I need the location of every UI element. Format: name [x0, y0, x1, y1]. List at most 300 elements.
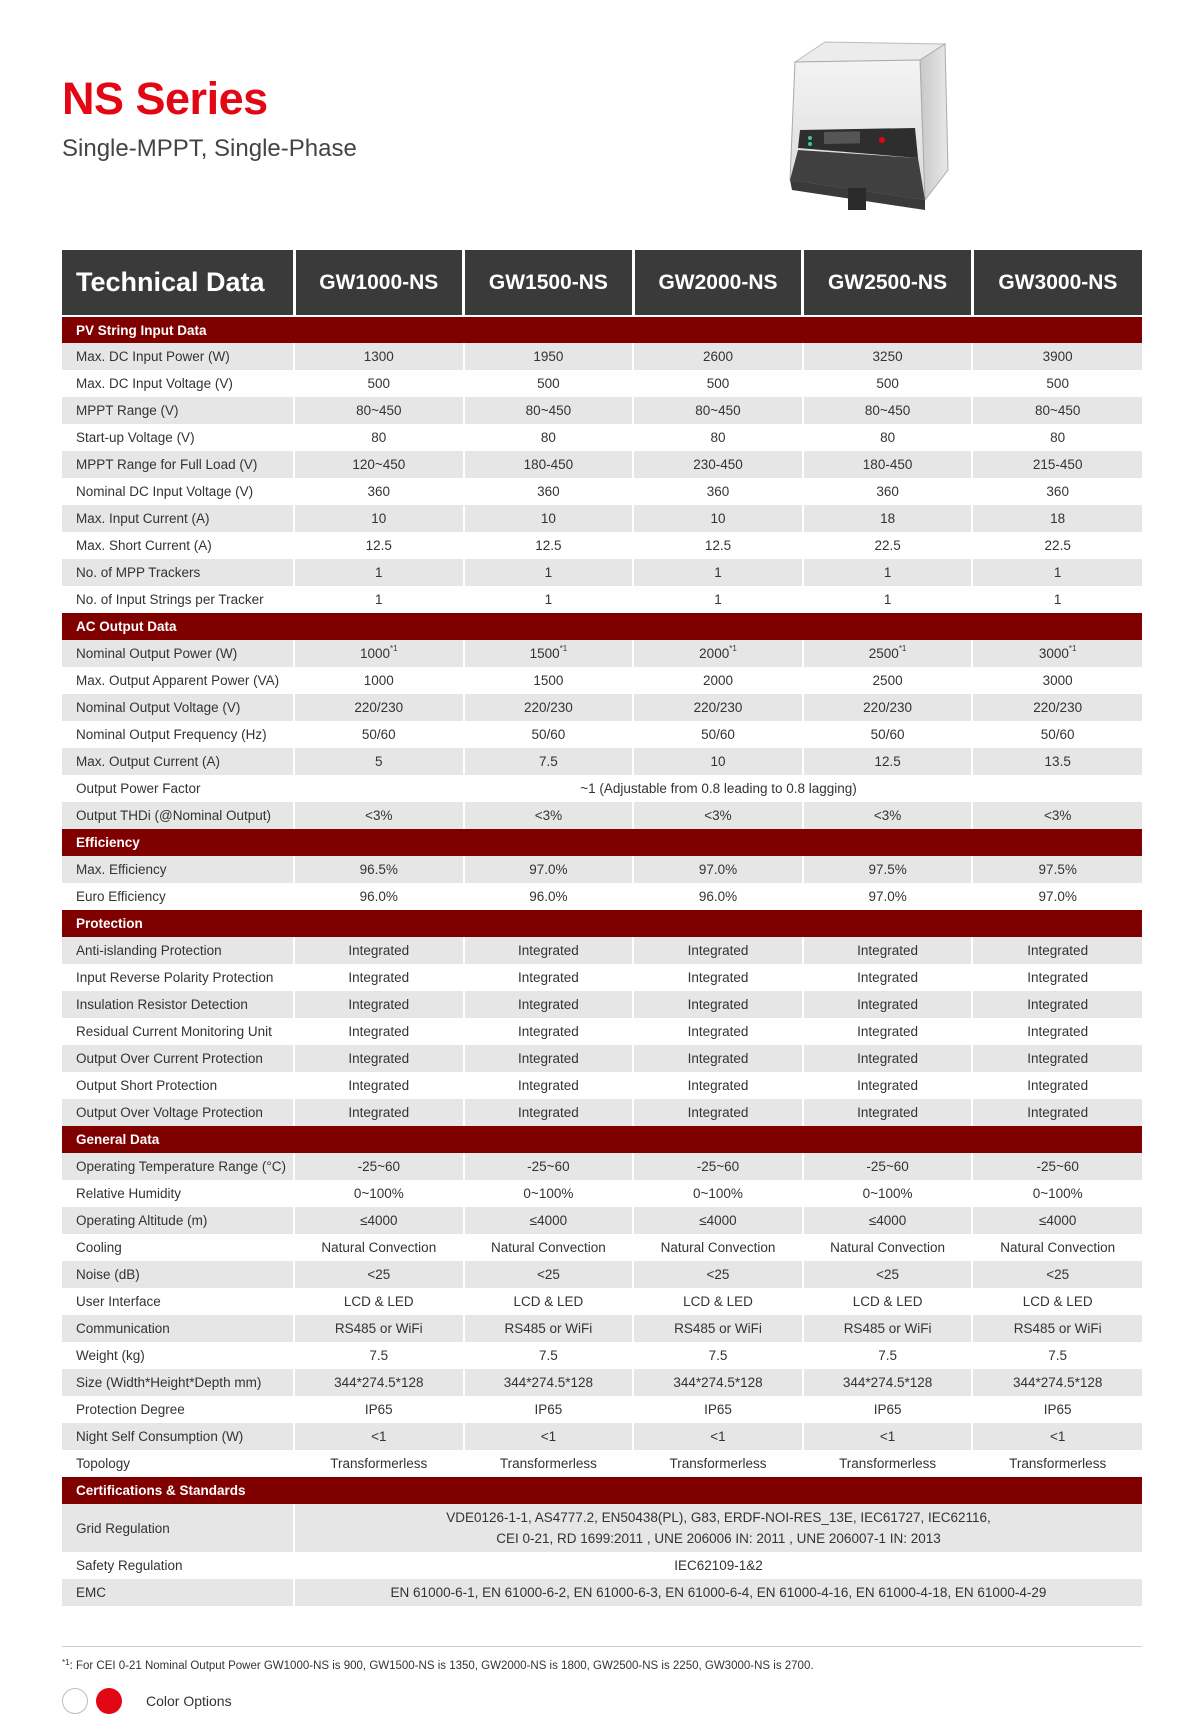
value-cell — [633, 1288, 803, 1315]
value-cell — [633, 1315, 803, 1342]
row-label: Protection Degree — [62, 1396, 294, 1423]
table-row — [62, 991, 1142, 1018]
table-row — [62, 1207, 1142, 1234]
value-cell — [633, 478, 803, 505]
table-row — [62, 586, 1142, 613]
value-text: <3% — [365, 808, 393, 823]
technical-data-table — [62, 250, 1142, 1606]
value-cell — [972, 667, 1142, 694]
value-cell — [972, 505, 1142, 532]
value-cell — [294, 667, 464, 694]
merged-value-text: VDE0126-1-1, AS4777.2, EN50438(PL), G83, ERDF-NOI-RES_13E, IEC61727, IEC62116, — [446, 1510, 991, 1525]
value-text: Integrated — [517, 997, 579, 1012]
value-cell — [464, 397, 634, 424]
table-row — [62, 397, 1142, 424]
value-cell — [294, 1207, 464, 1234]
row-label: Safety Regulation — [62, 1552, 294, 1579]
value-cell — [294, 424, 464, 451]
inverter-product-image — [770, 30, 970, 230]
value-text: <1 — [710, 1429, 726, 1444]
value-text: Transformerless — [330, 1456, 428, 1471]
value-text: 80 — [1050, 430, 1066, 445]
table-row — [62, 1552, 1142, 1579]
value-text: Integrated — [857, 1105, 918, 1120]
value-text: 360 — [367, 484, 391, 499]
value-text: 1500 — [533, 673, 564, 688]
value-text: 12.5 — [704, 538, 732, 553]
value-text: 80 — [540, 430, 556, 445]
section-title: PV String Input Data — [62, 316, 1142, 343]
table-row — [62, 1261, 1142, 1288]
value-cell — [464, 991, 634, 1018]
value-text: 230-450 — [693, 457, 743, 472]
row-label: Relative Humidity — [62, 1180, 294, 1207]
section-header — [62, 829, 1142, 856]
value-text: Integrated — [1027, 1051, 1089, 1066]
value-text: Natural Convection — [1000, 1240, 1116, 1255]
value-text: Integrated — [687, 970, 749, 985]
value-cell — [803, 370, 973, 397]
value-cell — [464, 1342, 634, 1369]
value-text: <1 — [879, 1429, 896, 1444]
value-cell — [294, 748, 464, 775]
section-title: AC Output Data — [62, 613, 1142, 640]
table-row — [62, 721, 1142, 748]
model-header: GW1500-NS — [464, 250, 634, 316]
value-cell — [294, 802, 464, 829]
value-text: 97.5% — [868, 862, 907, 877]
value-cell — [803, 451, 973, 478]
value-text: 500 — [706, 376, 730, 391]
value-text: Integrated — [857, 970, 918, 985]
value-text: 500 — [876, 376, 899, 391]
table-row — [62, 640, 1142, 667]
value-cell — [464, 964, 634, 991]
row-label: Cooling — [62, 1234, 294, 1261]
table-row — [62, 1315, 1142, 1342]
value-cell — [972, 1450, 1142, 1477]
value-cell — [633, 883, 803, 910]
value-cell — [803, 586, 973, 613]
table-row — [62, 1288, 1142, 1315]
value-text: <1 — [1049, 1429, 1066, 1444]
value-text: 500 — [367, 376, 391, 391]
value-text: Integrated — [1027, 1078, 1089, 1093]
value-text: <1 — [371, 1429, 387, 1444]
value-cell — [294, 991, 464, 1018]
section-header — [62, 1477, 1142, 1504]
value-cell — [294, 1261, 464, 1288]
value-text: Integrated — [348, 1105, 410, 1120]
row-label: Output THDi (@Nominal Output) — [62, 802, 294, 829]
value-text: 1 — [544, 592, 553, 607]
value-cell — [972, 1423, 1142, 1450]
value-text: 500 — [1046, 376, 1069, 391]
value-text: Natural Convection — [321, 1240, 437, 1255]
table-header-row — [62, 250, 1142, 316]
value-cell — [294, 1072, 464, 1099]
value-text: 344*274.5*128 — [842, 1375, 933, 1390]
row-label: EMC — [62, 1579, 294, 1606]
value-text: 80~450 — [525, 403, 572, 418]
value-text: 180-450 — [523, 457, 574, 472]
value-cell — [294, 1396, 464, 1423]
value-text: RS485 or WiFi — [504, 1321, 593, 1336]
value-cell — [294, 1288, 464, 1315]
value-cell — [294, 1450, 464, 1477]
value-text: 1000 — [359, 646, 391, 661]
value-cell — [803, 667, 973, 694]
value-text: Transformerless — [1009, 1456, 1107, 1471]
value-text: 80~450 — [864, 403, 911, 418]
value-text: Integrated — [687, 1051, 749, 1066]
value-text: 50/60 — [1040, 727, 1075, 742]
value-text: 1 — [375, 565, 383, 580]
value-text: IP65 — [873, 1402, 902, 1417]
value-cell — [633, 586, 803, 613]
value-text: RS485 or WiFi — [334, 1321, 423, 1336]
footer-divider — [62, 1646, 1142, 1647]
row-label: Communication — [62, 1315, 294, 1342]
value-text: 13.5 — [1044, 754, 1071, 769]
value-text: 344*274.5*128 — [334, 1375, 424, 1390]
merged-value-text: ~1 (Adjustable from 0.8 leading to 0.8 lagging) — [580, 781, 857, 796]
value-cell — [972, 343, 1142, 370]
value-cell — [972, 1315, 1142, 1342]
row-label: Noise (dB) — [62, 1261, 294, 1288]
value-text: Transformerless — [839, 1456, 937, 1471]
value-cell — [803, 532, 973, 559]
value-cell — [633, 1072, 803, 1099]
value-text: 80~450 — [695, 403, 741, 418]
value-text: 215-450 — [1032, 457, 1083, 472]
row-label: MPPT Range (V) — [62, 397, 294, 424]
value-cell — [633, 667, 803, 694]
value-cell — [464, 1072, 634, 1099]
row-label: Max. Efficiency — [62, 856, 294, 883]
value-cell — [972, 370, 1142, 397]
value-text: 12.5 — [874, 754, 901, 769]
model-header: GW2500-NS — [803, 250, 973, 316]
value-cell — [294, 586, 464, 613]
table-row — [62, 694, 1142, 721]
value-cell — [972, 1180, 1142, 1207]
value-text: 12.5 — [365, 538, 392, 553]
value-text: 96.5% — [359, 862, 398, 877]
section-title: Protection — [62, 910, 1142, 937]
footnote-mark: *1 — [559, 644, 568, 653]
row-label: Nominal DC Input Voltage (V) — [62, 478, 294, 505]
value-text: 220/230 — [354, 700, 404, 715]
table-row — [62, 424, 1142, 451]
value-cell — [633, 640, 803, 667]
table-row — [62, 478, 1142, 505]
value-text: -25~60 — [696, 1159, 740, 1174]
value-text: 500 — [537, 376, 560, 391]
section-title: Certifications & Standards — [62, 1477, 1142, 1504]
value-text: <25 — [876, 1267, 900, 1282]
value-cell — [464, 883, 634, 910]
value-text: Integrated — [857, 943, 918, 958]
value-cell — [803, 1153, 973, 1180]
row-label: Output Short Protection — [62, 1072, 294, 1099]
value-cell — [633, 1450, 803, 1477]
color-swatch-red — [96, 1688, 122, 1714]
value-cell — [803, 1207, 973, 1234]
value-text: 220/230 — [523, 700, 573, 715]
value-text: <3% — [873, 808, 902, 823]
merged-value-cell — [294, 1552, 1142, 1579]
value-cell — [803, 883, 973, 910]
value-cell — [294, 1342, 464, 1369]
color-options-label: Color Options — [146, 1693, 232, 1709]
value-text: 0~100% — [862, 1186, 913, 1201]
value-cell — [972, 748, 1142, 775]
value-text: 10 — [710, 511, 726, 526]
value-cell — [972, 424, 1142, 451]
value-text: Integrated — [348, 997, 410, 1012]
value-cell — [633, 694, 803, 721]
row-label: No. of MPP Trackers — [62, 559, 294, 586]
value-text: 7.5 — [539, 754, 558, 769]
value-text: Integrated — [348, 943, 410, 958]
row-label: Operating Altitude (m) — [62, 1207, 294, 1234]
row-label: Output Over Voltage Protection — [62, 1099, 294, 1126]
value-cell — [972, 1072, 1142, 1099]
value-cell — [633, 1045, 803, 1072]
value-cell — [972, 1234, 1142, 1261]
footnote-mark: *1 — [1068, 644, 1077, 653]
value-text: LCD & LED — [683, 1294, 753, 1309]
value-text: Integrated — [348, 1078, 410, 1093]
value-cell — [294, 1423, 464, 1450]
value-text: 80~450 — [1034, 403, 1081, 418]
value-text: 2500 — [868, 646, 899, 661]
value-text: 344*274.5*128 — [673, 1375, 763, 1390]
value-text: 50/60 — [870, 727, 905, 742]
row-label: Size (Width*Height*Depth mm) — [62, 1369, 294, 1396]
value-cell — [294, 856, 464, 883]
value-text: 10 — [540, 511, 556, 526]
value-cell — [464, 370, 634, 397]
value-cell — [972, 1207, 1142, 1234]
value-cell — [633, 559, 803, 586]
value-text: Transformerless — [669, 1456, 767, 1471]
value-cell — [803, 505, 973, 532]
color-swatch-white — [62, 1688, 88, 1714]
value-text: LCD & LED — [513, 1294, 584, 1309]
value-cell — [633, 343, 803, 370]
value-text: 96.0% — [359, 889, 398, 904]
value-text: LCD & LED — [852, 1294, 923, 1309]
value-text: 10 — [710, 754, 726, 769]
value-cell — [294, 370, 464, 397]
row-label: Max. Output Apparent Power (VA) — [62, 667, 294, 694]
value-text: 80 — [710, 430, 726, 445]
table-row — [62, 1180, 1142, 1207]
row-label: Max. Output Current (A) — [62, 748, 294, 775]
value-text: Integrated — [857, 1024, 918, 1039]
value-text: Integrated — [857, 1051, 918, 1066]
value-text: 50/60 — [361, 727, 396, 742]
header — [62, 73, 357, 163]
section-header — [62, 613, 1142, 640]
value-cell — [294, 1018, 464, 1045]
value-cell — [972, 1288, 1142, 1315]
value-cell — [294, 883, 464, 910]
value-text: 10 — [371, 511, 387, 526]
value-cell — [803, 991, 973, 1018]
value-text: 1300 — [363, 349, 394, 364]
table-title: Technical Data — [62, 250, 294, 316]
value-cell — [633, 1099, 803, 1126]
value-text: Integrated — [857, 1078, 918, 1093]
value-text: 1 — [375, 592, 383, 607]
value-cell — [633, 451, 803, 478]
value-text: 0~100% — [523, 1186, 574, 1201]
value-text: 7.5 — [1048, 1348, 1068, 1363]
value-cell — [803, 1099, 973, 1126]
value-cell — [294, 1153, 464, 1180]
value-cell — [633, 505, 803, 532]
row-label: Insulation Resistor Detection — [62, 991, 294, 1018]
merged-value-cell — [294, 775, 1142, 802]
color-options — [62, 1688, 232, 1714]
value-cell — [803, 559, 973, 586]
value-cell — [464, 1099, 634, 1126]
value-cell — [294, 937, 464, 964]
merged-value-text: IEC62109-1&2 — [674, 1558, 763, 1573]
value-cell — [972, 721, 1142, 748]
value-cell — [633, 991, 803, 1018]
value-cell — [803, 1450, 973, 1477]
value-cell — [803, 1234, 973, 1261]
value-cell — [803, 1342, 973, 1369]
value-cell — [972, 1153, 1142, 1180]
table-row — [62, 883, 1142, 910]
row-label: Max. Input Current (A) — [62, 505, 294, 532]
page-title: NS Series — [62, 73, 268, 124]
value-text: Integrated — [348, 1051, 410, 1066]
footnote-mark: *1 — [62, 1658, 70, 1667]
value-cell — [803, 1261, 973, 1288]
value-text: 360 — [876, 484, 899, 499]
value-text: <25 — [367, 1267, 391, 1282]
model-header: GW2000-NS — [633, 250, 803, 316]
row-label: Output Over Current Protection — [62, 1045, 294, 1072]
table-row — [62, 1396, 1142, 1423]
value-text: 360 — [537, 484, 560, 499]
value-cell — [633, 424, 803, 451]
table-row — [62, 748, 1142, 775]
value-text: 0~100% — [1032, 1186, 1083, 1201]
value-text: 97.0% — [529, 862, 568, 877]
row-label: Euro Efficiency — [62, 883, 294, 910]
value-text: Integrated — [517, 970, 579, 985]
value-text: 220/230 — [863, 700, 912, 715]
value-text: RS485 or WiFi — [674, 1321, 762, 1336]
value-cell — [464, 424, 634, 451]
value-text: -25~60 — [527, 1159, 570, 1174]
value-text: 7.5 — [539, 1348, 558, 1363]
value-text: 96.0% — [698, 889, 738, 904]
merged-value-text: CEI 0-21, RD 1699:2011 , UNE 206006 IN: 2011 , UNE 206007-1 IN: 2013 — [496, 1531, 941, 1546]
value-cell — [294, 478, 464, 505]
value-text: 344*274.5*128 — [1013, 1375, 1103, 1390]
value-cell — [294, 721, 464, 748]
value-text: 18 — [880, 511, 896, 526]
value-text: <3% — [1043, 808, 1072, 823]
value-cell — [633, 1342, 803, 1369]
table-row — [62, 856, 1142, 883]
value-cell — [464, 640, 634, 667]
row-label: Nominal Output Voltage (V) — [62, 694, 294, 721]
value-text: -25~60 — [357, 1159, 400, 1174]
value-text: 0~100% — [693, 1186, 743, 1201]
value-cell — [972, 937, 1142, 964]
value-cell — [464, 694, 634, 721]
value-text: -25~60 — [1036, 1159, 1079, 1174]
value-cell — [464, 1207, 634, 1234]
model-header: GW1000-NS — [294, 250, 464, 316]
value-text: <25 — [706, 1267, 730, 1282]
value-text: 3000 — [1038, 646, 1069, 661]
row-label: Output Power Factor — [62, 775, 294, 802]
value-text: 1 — [883, 565, 892, 580]
value-text: 96.0% — [529, 889, 568, 904]
value-cell — [464, 559, 634, 586]
value-text: Integrated — [857, 997, 918, 1012]
value-text: Integrated — [687, 1078, 749, 1093]
value-cell — [294, 343, 464, 370]
value-cell — [294, 532, 464, 559]
table-row — [62, 964, 1142, 991]
value-text: 2000 — [699, 646, 730, 661]
value-cell — [464, 532, 634, 559]
value-cell — [633, 1018, 803, 1045]
row-label: User Interface — [62, 1288, 294, 1315]
value-text: <25 — [536, 1267, 560, 1282]
value-text: 80 — [880, 430, 896, 445]
value-text: ≤4000 — [699, 1213, 737, 1228]
value-cell — [803, 694, 973, 721]
value-text: IP65 — [534, 1402, 563, 1417]
value-cell — [972, 883, 1142, 910]
row-label: Weight (kg) — [62, 1342, 294, 1369]
value-cell — [972, 640, 1142, 667]
value-text: 50/60 — [701, 727, 735, 742]
value-text: 360 — [1046, 484, 1069, 499]
value-cell — [464, 1369, 634, 1396]
page-subtitle: Single-MPPT, Single-Phase — [62, 135, 357, 162]
value-text: Integrated — [517, 1105, 579, 1120]
merged-value-cell — [294, 1579, 1142, 1606]
table-row — [62, 1018, 1142, 1045]
value-text: ≤4000 — [360, 1213, 398, 1228]
section-header — [62, 1126, 1142, 1153]
value-text: Integrated — [687, 1024, 749, 1039]
value-cell — [633, 370, 803, 397]
value-text: 1000 — [363, 673, 394, 688]
value-text: 1950 — [533, 349, 564, 364]
row-label: Max. DC Input Power (W) — [62, 343, 294, 370]
value-cell — [464, 1450, 634, 1477]
value-text: 220/230 — [693, 700, 743, 715]
value-cell — [464, 721, 634, 748]
value-cell — [633, 1369, 803, 1396]
value-cell — [464, 748, 634, 775]
value-cell — [633, 1423, 803, 1450]
